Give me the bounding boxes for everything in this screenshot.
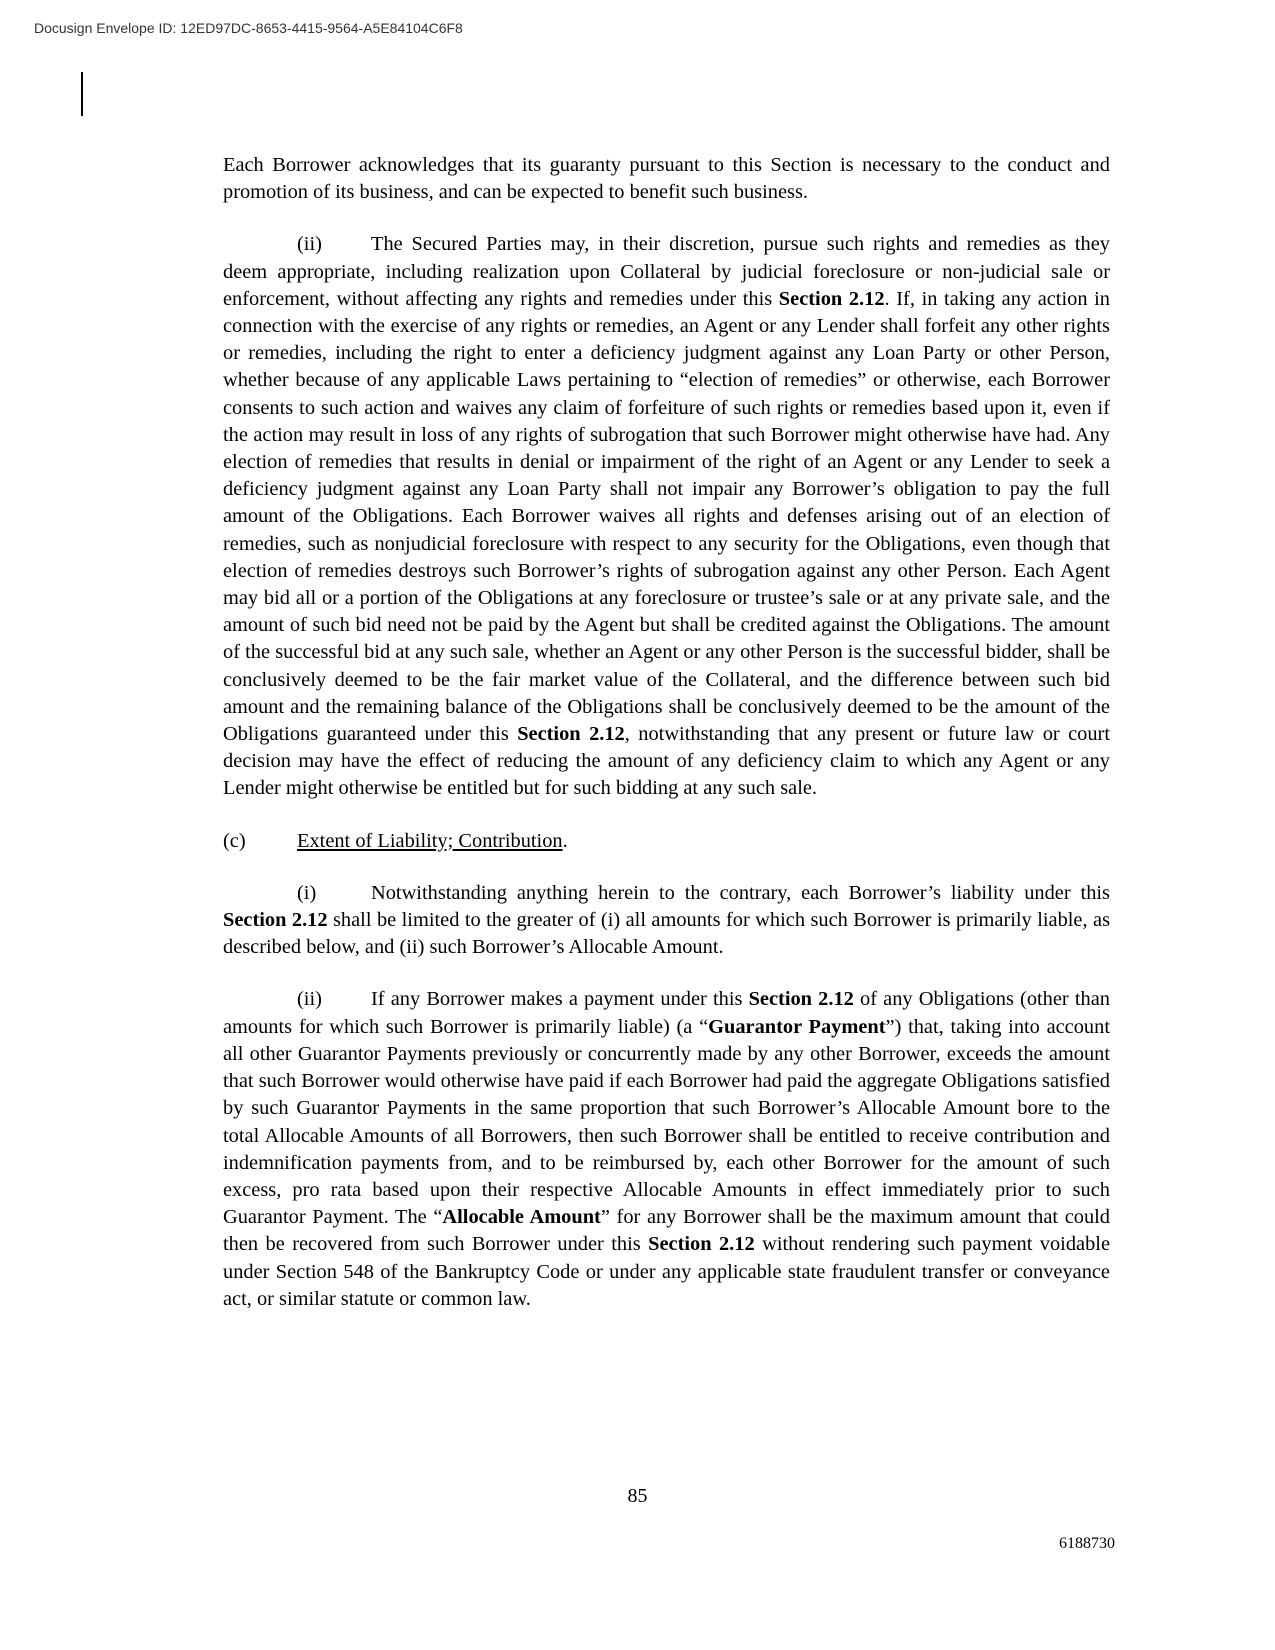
- document-number: 6188730: [1059, 1535, 1115, 1552]
- clause-number: (i): [297, 881, 317, 904]
- section-ref: Section 2.12: [648, 1233, 755, 1256]
- page-number: 85: [627, 1485, 648, 1507]
- document-body: [223, 152, 1110, 1338]
- section-ref: Section 2.12: [517, 723, 625, 746]
- section-ref: Section 2.12: [748, 988, 854, 1011]
- section-ref: Section 2.12: [223, 909, 328, 932]
- defined-term: Guarantor Payment: [708, 1015, 886, 1038]
- defined-term: Allocable Amount: [442, 1206, 601, 1229]
- section-ref: Section 2.12: [778, 287, 885, 310]
- revision-bar: [81, 72, 83, 116]
- paragraph-ii-guarantor-payment: (ii) If any Borrower makes a payment under this Section 2.12 of any Obligations (other than amounts for which such Borrower is primarily liable) (a “Guarantor Payment”) that, taking into account all other Guarantor Payments previously or concurrently made by any other Borrower, exceeds the amount that such Borrower would otherwise have paid if each Borrower had paid the aggregate Obligations satisfied by such Guarantor Payments in the same proportion that such Borrower’s Allocable Amount bore to the total Allocable Amounts of all Borrowers, then such Borrower shall be entitled to receive contribution and indemnification payments from, and to be reimbursed by, each other Borrower for the amount of such excess, pro rata based upon their respective Allocable Amounts in effect immediately prior to such Guarantor Payment. The “Allocable Amount” for any Borrower shall be the maximum amount that could then be recovered from such Borrower under this Section 2.12 without rendering such payment voidable under Section 548 of the Bankruptcy Code or under any applicable state fraudulent transfer or conveyance act, or similar statute or common law.: [223, 988, 1111, 1310]
- heading-extent-of-liability: (c) Extent of Liability; Contribution.: [223, 828, 1110, 855]
- docusign-envelope-id: Docusign Envelope ID: 12ED97DC-8653-4415-9564-A5E84104C6F8: [34, 20, 463, 36]
- clause-number: (ii): [297, 233, 322, 256]
- paragraph-i-liability-limit: (i) Notwithstanding anything herein to the contrary, each Borrower’s liability under this Section 2.12 shall be limited to the greater of (i) all amounts for which such Borrower is primarily liable, as described below, and (ii) such Borrower’s Allocable Amount.: [223, 881, 1111, 959]
- heading-title: Extent of Liability; Contribution: [297, 829, 563, 852]
- paragraph-guaranty-ack: Each Borrower acknowledges that its guaranty pursuant to this Section is necessary to the conduct and promotion of its business, and can be expected to benefit such business.: [223, 154, 1110, 204]
- clause-number: (c): [223, 829, 246, 852]
- clause-number: (ii): [297, 988, 322, 1011]
- paragraph-ii-remedies: (ii) The Secured Parties may, in their discretion, pursue such rights and remedies as they deem appropriate, including realization upon Collateral by judicial foreclosure or non-judicial sale or enforcement, without affecting any rights and remedies under this Section 2.12. If, in taking any action in connection with the exercise of any rights or remedies, an Agent or any Lender shall forfeit any other rights or remedies, including the right to enter a deficiency judgment against any Loan Party or other Person, whether because of any applicable Laws pertaining to “election of remedies” or otherwise, each Borrower consents to such action and waives any claim of forfeiture of such rights or remedies based upon it, even if the action may result in loss of any rights of subrogation that such Borrower might otherwise have had. Any election of remedies that results in denial or impairment of the right of an Agent or any Lender to seek a deficiency judgment against any Loan Party shall not impair any Borrower’s obligation to pay the full amount of the Obligations. Each Borrower waives all rights and defenses arising out of an election of remedies, such as nonjudicial foreclosure with respect to any security for the Obligations, even though that election of remedies destroys such Borrower’s rights of subrogation against any other Person. Each Agent may bid all or a portion of the Obligations at any foreclosure or trustee’s sale or at any private sale, and the amount of such bid need not be paid by the Agent but shall be credited against the Obligations. The amount of the successful bid at any such sale, whether an Agent or any other Person is the successful bidder, shall be conclusively deemed to be the fair market value of the Collateral, and the difference between such bid amount and the remaining balance of the Obligations shall be conclusively deemed to be the amount of the Obligations guaranteed under this Section 2.12, notwithstanding that any present or future law or court decision may have the effect of reducing the amount of any deficiency claim to which any Agent or any Lender might otherwise be entitled but for such bidding at any such sale.: [223, 233, 1111, 800]
